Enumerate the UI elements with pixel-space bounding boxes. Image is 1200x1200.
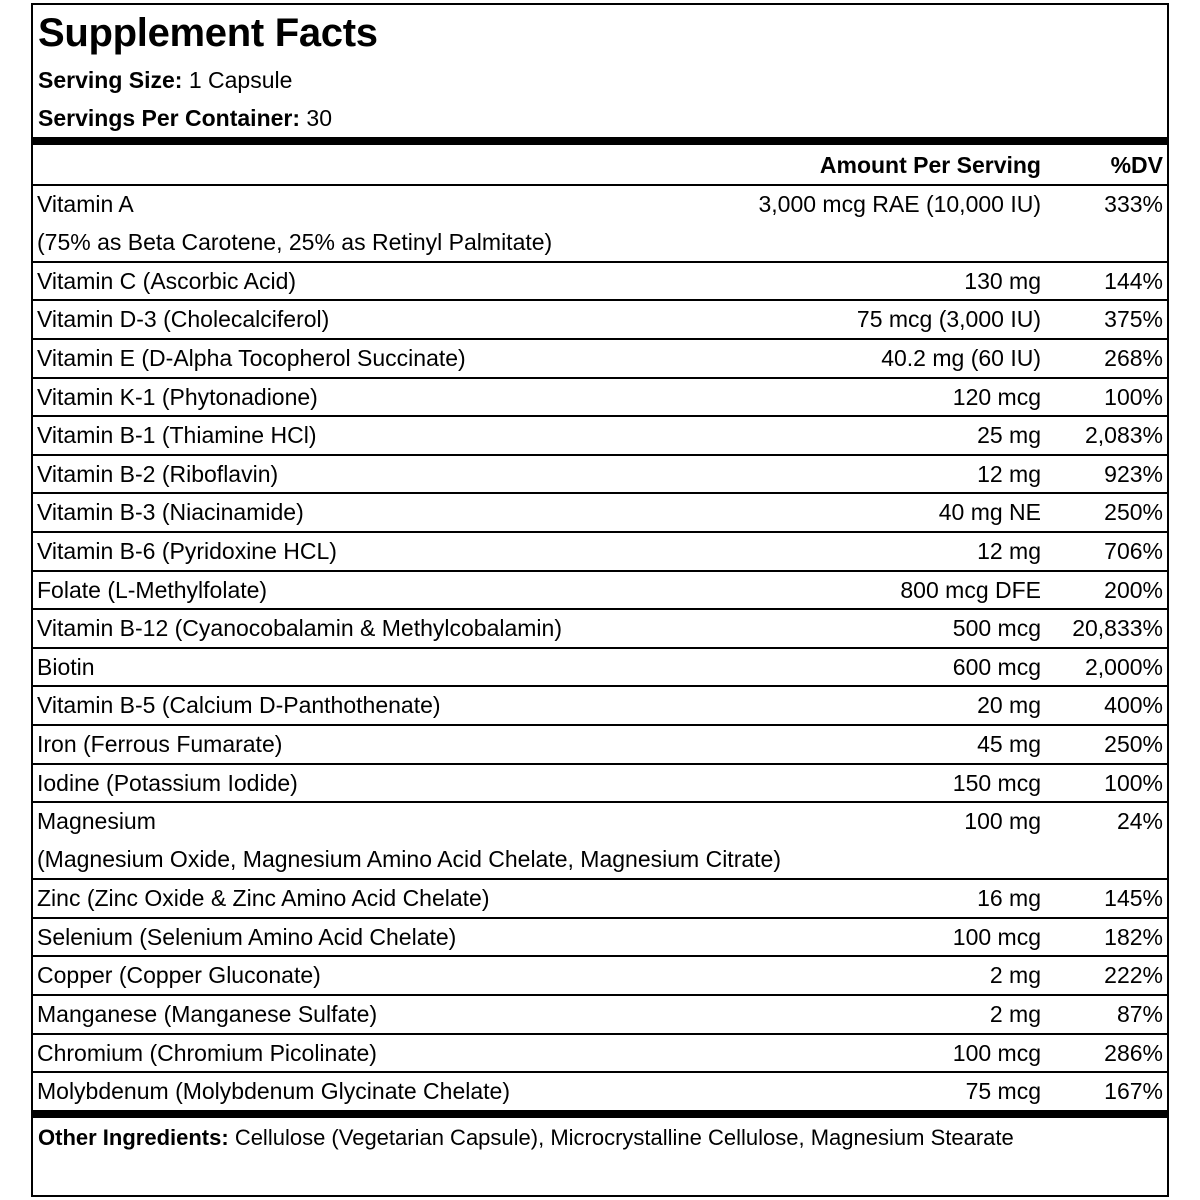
- nutrient-amount: 500 mcg: [952, 615, 1041, 642]
- nutrient-dv: 286%: [1104, 1039, 1163, 1066]
- table-row: [33, 301, 1167, 340]
- table-row: [33, 1035, 1167, 1074]
- nutrient-dv: 24%: [1116, 808, 1163, 835]
- nutrient-amount: 100 mcg: [952, 923, 1041, 950]
- nutrient-name: Vitamin B-1 (Thiamine HCl): [37, 422, 317, 449]
- nutrient-amount: 20 mg: [977, 692, 1041, 719]
- nutrient-dv: 100%: [1104, 383, 1163, 410]
- supplement-facts-panel: [31, 3, 1169, 1197]
- table-row: [33, 572, 1167, 611]
- nutrient-dv: 333%: [1104, 190, 1163, 217]
- nutrient-dv: 250%: [1104, 499, 1163, 526]
- servings-per-container: Servings Per Container: 30: [38, 105, 333, 131]
- thick-divider: [33, 1110, 1167, 1118]
- nutrient-amount: 75 mcg (3,000 IU): [856, 306, 1041, 333]
- table-row: [33, 494, 1167, 533]
- nutrient-name: Iodine (Potassium Iodide): [37, 769, 298, 796]
- nutrient-amount: 130 mg: [964, 267, 1041, 294]
- nutrient-table: [33, 147, 1167, 1112]
- nutrient-amount: 150 mcg: [952, 769, 1041, 796]
- nutrient-name: Molybdenum (Molybdenum Glycinate Chelate): [37, 1078, 510, 1105]
- nutrient-name: Copper (Copper Gluconate): [37, 962, 321, 989]
- other-ingredients: Other Ingredients: Cellulose (Vegetarian Capsule), Microcrystalline Cellulose, Magnesium Stearate: [38, 1125, 1014, 1150]
- table-row: [33, 649, 1167, 688]
- table-row: [33, 880, 1167, 919]
- nutrient-name: Vitamin B-5 (Calcium D-Panthothenate): [37, 692, 441, 719]
- nutrient-dv: 706%: [1104, 537, 1163, 564]
- nutrient-dv: 923%: [1104, 460, 1163, 487]
- nutrient-name: Vitamin B-3 (Niacinamide): [37, 499, 304, 526]
- nutrient-name: Selenium (Selenium Amino Acid Chelate): [37, 923, 457, 950]
- table-row: [33, 456, 1167, 495]
- table-row: [33, 803, 1167, 880]
- nutrient-name: Vitamin B-12 (Cyanocobalamin & Methylcobalamin): [37, 615, 562, 642]
- nutrient-dv: 144%: [1104, 267, 1163, 294]
- nutrient-name: Vitamin D-3 (Cholecalciferol): [37, 306, 330, 333]
- nutrient-amount: 3,000 mcg RAE (10,000 IU): [758, 190, 1041, 217]
- table-row: [33, 610, 1167, 649]
- nutrient-dv: 167%: [1104, 1078, 1163, 1105]
- table-row: [33, 996, 1167, 1035]
- nutrient-source: (75% as Beta Carotene, 25% as Retinyl Palmitate): [37, 228, 553, 255]
- nutrient-name: Vitamin B-6 (Pyridoxine HCL): [37, 537, 337, 564]
- table-row: [33, 919, 1167, 958]
- nutrient-dv: 87%: [1116, 1001, 1163, 1028]
- panel-title: Supplement Facts: [38, 11, 378, 55]
- nutrient-name: Manganese (Manganese Sulfate): [37, 1001, 378, 1028]
- nutrient-amount: 75 mcg: [965, 1078, 1041, 1105]
- nutrient-name: Biotin: [37, 653, 95, 680]
- nutrient-amount: 25 mg: [977, 422, 1041, 449]
- thick-divider: [33, 137, 1167, 145]
- amount-header: Amount Per Serving: [819, 152, 1041, 178]
- nutrient-amount: 40.2 mg (60 IU): [881, 344, 1041, 371]
- nutrient-amount: 120 mcg: [952, 383, 1041, 410]
- nutrient-name: Vitamin A: [37, 190, 134, 217]
- nutrient-name: Iron (Ferrous Fumarate): [37, 730, 283, 757]
- table-row: [33, 379, 1167, 418]
- table-header: [33, 147, 1167, 186]
- nutrient-dv: 2,000%: [1084, 653, 1163, 680]
- nutrient-name: Vitamin K-1 (Phytonadione): [37, 383, 318, 410]
- table-row: [33, 340, 1167, 379]
- nutrient-amount: 16 mg: [977, 885, 1041, 912]
- nutrient-name: Chromium (Chromium Picolinate): [37, 1039, 377, 1066]
- nutrient-dv: 222%: [1104, 962, 1163, 989]
- nutrient-dv: 182%: [1104, 923, 1163, 950]
- nutrient-dv: 200%: [1104, 576, 1163, 603]
- nutrient-dv: 100%: [1104, 769, 1163, 796]
- nutrient-amount: 45 mg: [977, 730, 1041, 757]
- nutrient-name: Vitamin E (D-Alpha Tocopherol Succinate): [37, 344, 466, 371]
- table-row: [33, 687, 1167, 726]
- nutrient-name: Vitamin C (Ascorbic Acid): [37, 267, 297, 294]
- nutrient-name: Folate (L-Methylfolate): [37, 576, 268, 603]
- table-row: [33, 263, 1167, 302]
- nutrient-amount: 600 mcg: [952, 653, 1041, 680]
- nutrient-amount: 100 mg: [964, 808, 1041, 835]
- table-row: [33, 417, 1167, 456]
- table-row: [33, 957, 1167, 996]
- serving-size: Serving Size: 1 Capsule: [38, 67, 293, 93]
- dv-header: %DV: [1110, 152, 1163, 178]
- nutrient-source: (Magnesium Oxide, Magnesium Amino Acid Chelate, Magnesium Citrate): [37, 846, 781, 873]
- nutrient-dv: 2,083%: [1084, 422, 1163, 449]
- nutrient-amount: 2 mg: [989, 1001, 1041, 1028]
- nutrient-name: Magnesium: [37, 808, 156, 835]
- nutrient-dv: 145%: [1104, 885, 1163, 912]
- table-row: [33, 533, 1167, 572]
- nutrient-amount: 12 mg: [977, 460, 1041, 487]
- table-row: [33, 1073, 1167, 1112]
- table-row: [33, 186, 1167, 263]
- nutrient-name: Zinc (Zinc Oxide & Zinc Amino Acid Chelate): [37, 885, 490, 912]
- nutrient-amount: 2 mg: [989, 962, 1041, 989]
- nutrient-dv: 20,833%: [1072, 615, 1163, 642]
- nutrient-amount: 40 mg NE: [938, 499, 1041, 526]
- table-row: [33, 765, 1167, 804]
- nutrient-dv: 400%: [1104, 692, 1163, 719]
- table-row: [33, 726, 1167, 765]
- nutrient-dv: 268%: [1104, 344, 1163, 371]
- nutrient-amount: 100 mcg: [952, 1039, 1041, 1066]
- nutrient-amount: 12 mg: [977, 537, 1041, 564]
- nutrient-name: Vitamin B-2 (Riboflavin): [37, 460, 279, 487]
- nutrient-amount: 800 mcg DFE: [900, 576, 1041, 603]
- nutrient-dv: 250%: [1104, 730, 1163, 757]
- nutrient-dv: 375%: [1104, 306, 1163, 333]
